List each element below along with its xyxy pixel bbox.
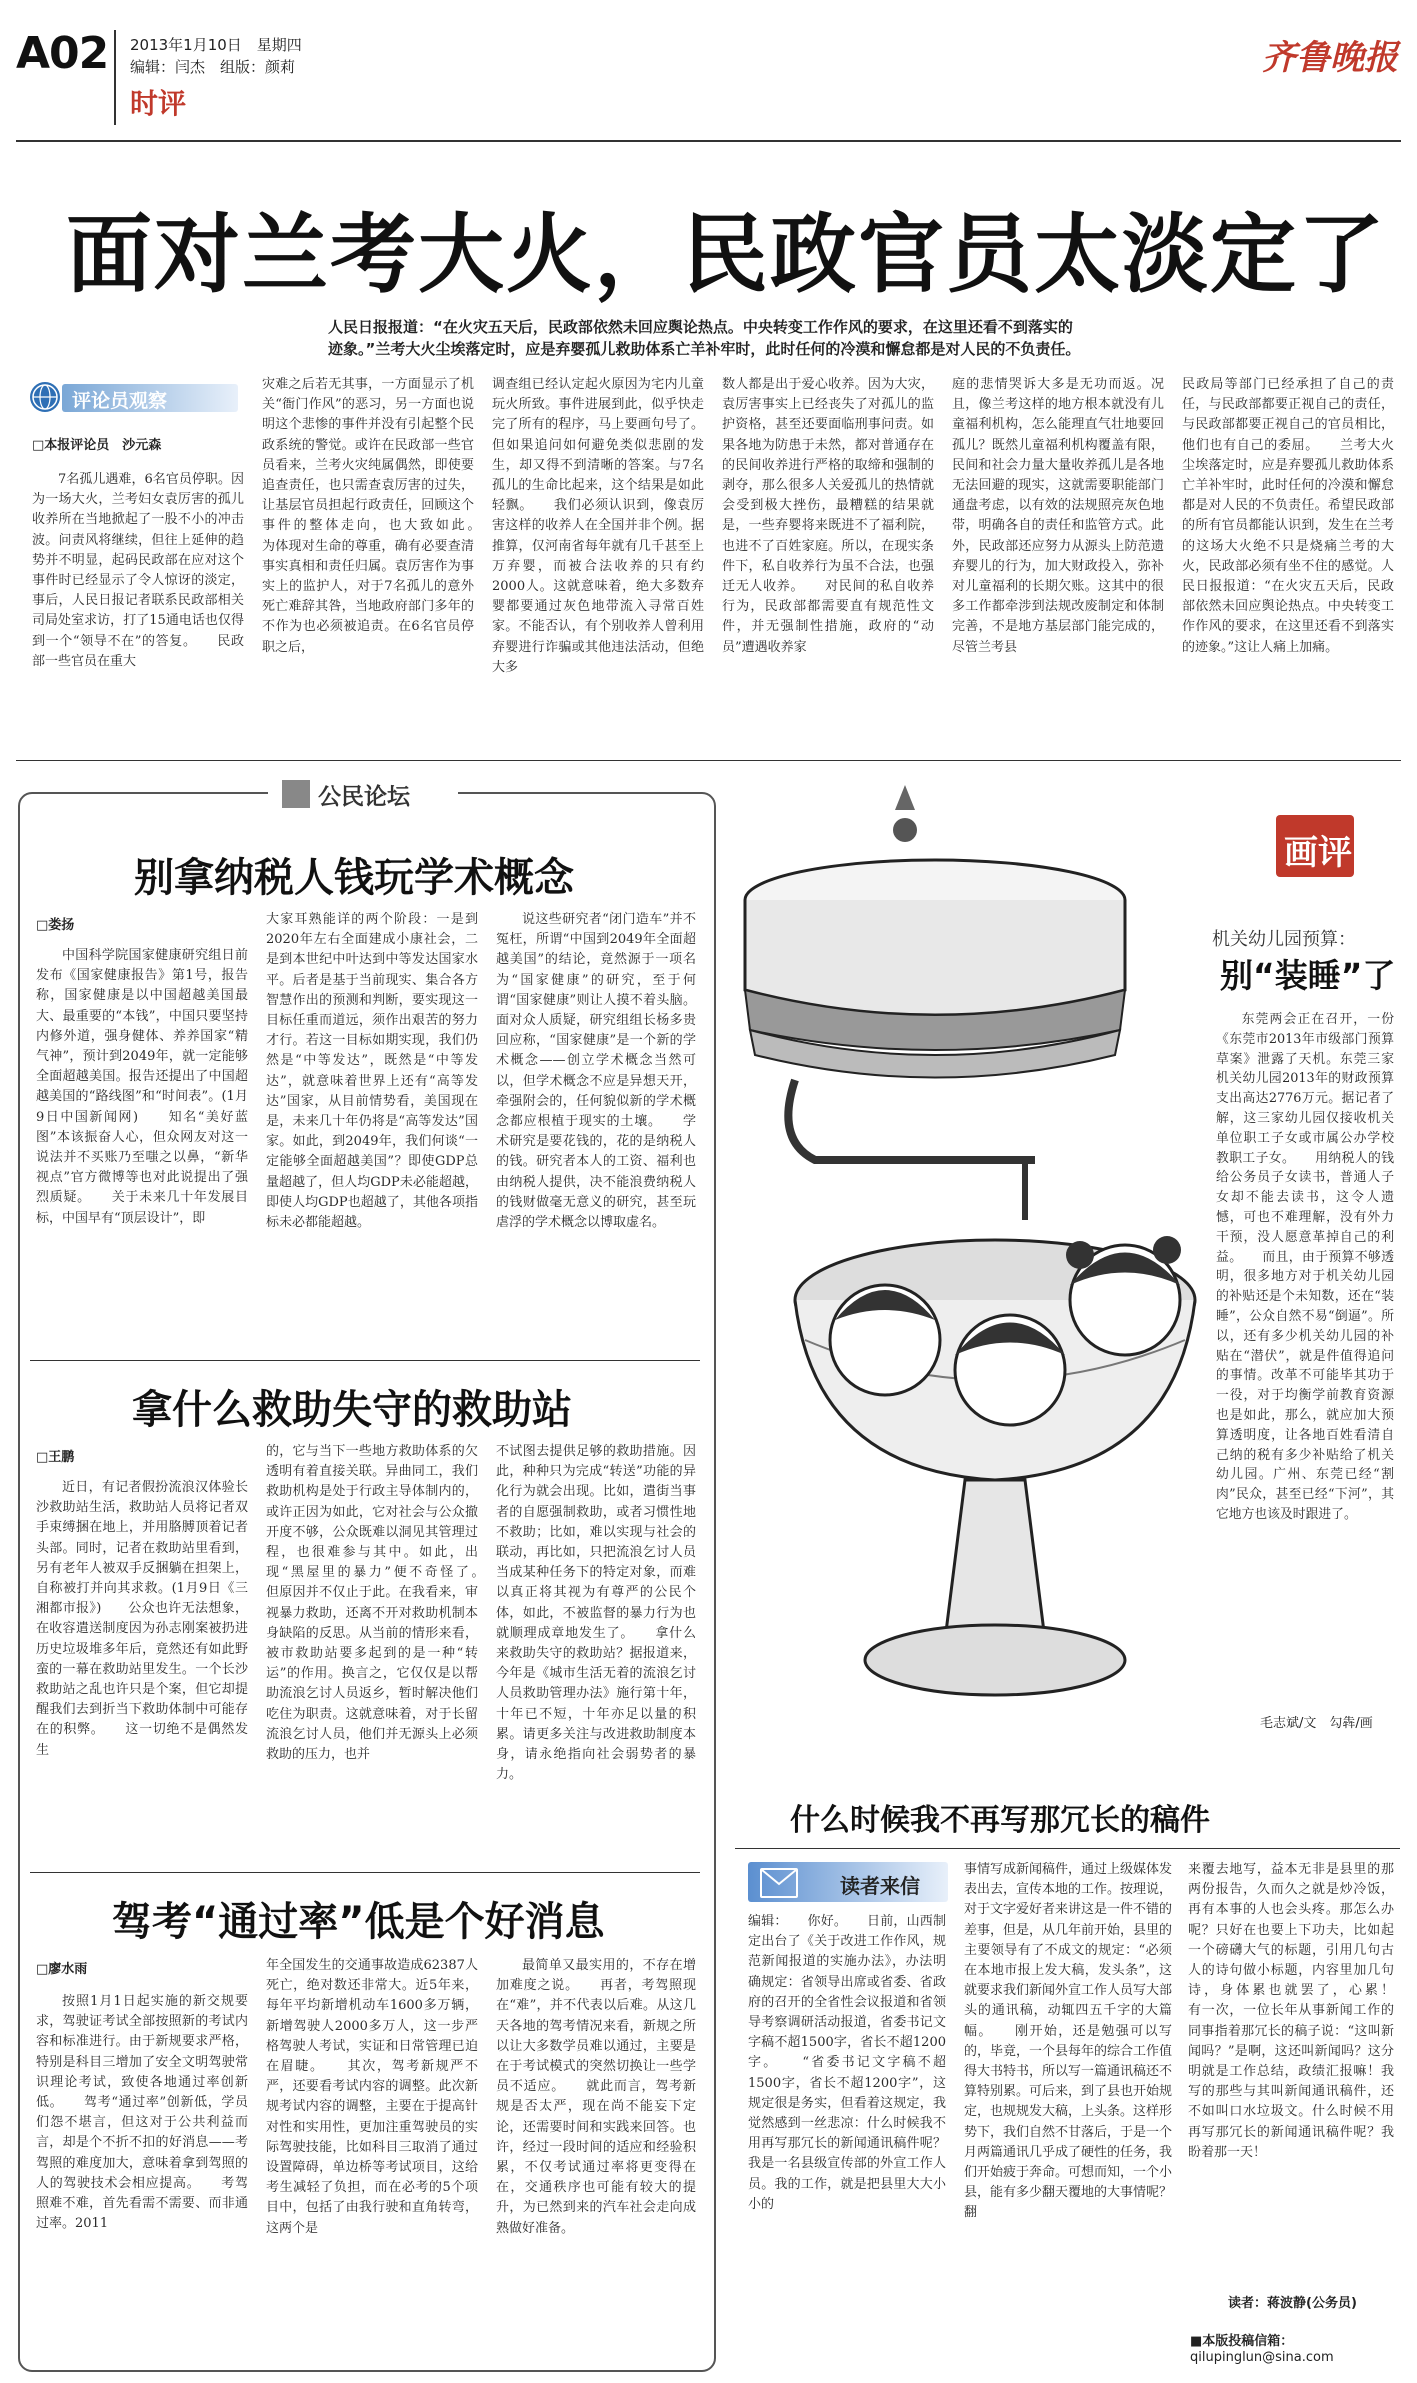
forum-a1-title: 别拿纳税人钱玩学术概念 (134, 855, 574, 901)
section-name: 时评 (130, 87, 187, 120)
forum-a2-title: 拿什么救助失守的救助站 (132, 1387, 572, 1433)
main-col-4: 数人都是出于爱心收养。因为大灾，袁厉害事实上已经丧失了对孤儿的监护资格，甚至还要面临刑事问责。如果各地为防患于未然，都对普通存在的民间收养进行严格的取缔和强制的剥夺，那么很多人关爱孤儿的热情就会受到极大挫伤，最糟糕的结果就是，一些弃婴将来既进不了福利院，也进不了百姓家庭。所以，在现实条件下，私自收养行为虽不合法，也强迁无人收养。 对民间的私自收养行为，民政部都需要直有规范性文件，并无强制性措施，政府的“动员”遭遇收养家 (722, 377, 934, 655)
forum-a3-title: 驾考“通过率”低是个好消息 (112, 1899, 605, 1945)
main-col-2: 灾难之后若无其事，一方面显示了机关“衙门作风”的恶习，另一方面也说明这个悲惨的事件并没有引起整个民政系统的警觉。或许在民政部一些官员看来，兰考火灾纯属偶然，即使要追查责任，也只需查袁厉害的过失，让基层官员担起行政责任，回顾这个事件的整体走向，也大致如此。 为体现对生命的尊重，确有必要查清事实真相和责任归属。袁厉害作为事实上的监护人，对于7名孤儿的意外死亡难辞其咎，当地政府部门多年的不作为也必须被追责。在6名官员停职之后， (262, 377, 474, 655)
globe-icon (30, 382, 60, 412)
forum-a2-col-3: 不试图去提供足够的救助措施。因此，种种只为完成“转送”功能的异化行为就会出现。比如，遣街当事者的自愿强制救助，或者习惯性地不救助；比如，难以实现与社会的联动，再比如，只把流浪乞讨人员当成某种任务下的特定对象，而难以真正将其视为有尊严的公民个体，如此，不被监督的暴力行为也就顺理成章地发生了。 拿什么来救助失守的救助站？据报道来，今年是《城市生活无着的流浪乞讨人员救助管理办法》施行第十年，十年已不短，十年亦足以量的积累。请更多关注与改进救助制度本身，请永绝指向社会弱势者的暴力。 (496, 1444, 696, 1783)
page-number: A02 (16, 28, 109, 79)
cartoon-illustration (735, 780, 1235, 1740)
letter-label: 读者来信 (840, 1874, 920, 1898)
brand-logo: 齐鲁晚报 (1262, 38, 1398, 78)
main-col-1: 7名孤儿遇难，6名官员停职。因为一场大火，兰考妇女袁厉害的孤儿收养所在当地掀起了一股不小的冲击波。问责风将继续，但往上延伸的趋势并不明显，起码民政部在应对这个事件时已经显示了令人惊讶的淡定，事后，人民日报记者联系民政部相关司局处室求访，打了15通电话也仅得到一个“领导不在”的答复。 民政部一些官员在重大 (32, 472, 244, 669)
forum-a1-col-1: 中国科学院国家健康研究组日前发布《国家健康报告》第1号，报告称，国家健康是以中国超越美国最大、最重要的“本钱”，中国只要坚持内修外道，强身健体、养养国家“精气神”，预计到2049年，就一定能够全面超越美国。报告还提出了中国超越美国的“路线图”和“时间表”。(1月9日中国新闻网) 知名“美好蓝图”本该振奋人心，但众网友对这一说法并不买账乃至嗤之以鼻，“新华视点”官方微博等也对此说提出了强烈质疑。 关于未来几十年发展目标，中国早有“顶层设计”，即 (36, 948, 248, 1226)
forum-a3-col-3: 最简单又最实用的，不存在增加难度之说。 再者，考驾照现在“难”，并不代表以后难。从这几天各地的驾考情况来看，新规之所以让大多数学员难以通过，主要是在于考试模式的突然切换让一些学员不适应。 就此而言，驾考新规是否太严，现在尚不能妄下定论，还需要时间和实践来回答。也许，经过一段时间的适应和经验积累，不仅考试通过率将更变得在在，交通秩序也可能有较大的提升，为已然到来的汽车社会走向成熟做好准备。 (496, 1958, 696, 2236)
forum-a2-col-1: 近日，有记者假扮流浪汉体验长沙救助站生活，救助站人员将记者双手束缚捆在地上，并用胳膊顶着记者头部。同时，记者在救助站里看到，另有老年人被双手反捆躺在担架上，自称被打并向其求救。(1月9日《三湘都市报》) 公众也许无法想象，在收容遣送制度因为孙志刚案被扔进历史垃圾堆多年后，竟然还有如此野蛮的一幕在救助站里发生。一个长沙救助站之乱也许只是个案，但它却提醒我们去到折当下救助体制中可能存在的积弊。 这一切绝不是偶然发生 (36, 1480, 248, 1758)
letter-title: 什么时候我不再写那冗长的稿件 (790, 1803, 1210, 1838)
letter-signature: 读者：蒋波静(公务员) (1228, 2296, 1357, 2311)
cartoon-kicker: 机关幼儿园预算： (1212, 929, 1356, 950)
mailbox-email: qilupinglun@sina.com (1190, 2350, 1334, 2365)
forum-rule-1 (30, 1360, 700, 1361)
cartoon-credit: 毛志斌/文 勾犇/画 (1260, 1716, 1373, 1731)
header-date: 2013年1月10日 星期四 (130, 36, 302, 54)
envelope-icon (760, 1868, 798, 1898)
forum-label: 公民论坛 (318, 784, 410, 810)
forum-a1-col-2: 大家耳熟能详的两个阶段：一是到2020年左右全面建成小康社会，二是到本世纪中叶达到中等发达国家水平。后者是基于当前现实、集合各方智慧作出的预测和判断，要实现这一目标任重而道远，须作出艰苦的努力才行。若这一目标如期实现，我们仍然是“中等发达”，既然是“中等发达”，就意味着世界上还有“高等发达”国家，从目前情势看，美国现在是，未来几十年仍将是“高等发达”国家。如此，到2049年，我们何谈“一定能够全面超越美国”？即使GDP总量超越了，但人均GDP未必能超越，即使人均GDP也超越了，其他各项指标未必都能超越。 (266, 912, 478, 1231)
cartoon-tag: 画评 (1284, 833, 1352, 873)
letter-rule (735, 1848, 1400, 1849)
main-col-6: 民政局等部门已经承担了自己的责任，与民政部都要正视自己的责任，与民政部都要正视自己的官员相比，他们也有自己的委屈。 兰考大火尘埃落定时，应是弃婴孤儿救助体系亡羊补牢时，此时任何的冷漠和懈怠都是对人民的不负责任。希望民政部的所有官员都能认识到，发生在兰考的这场大火绝不只是烧痛兰考的大火，民政部必须有坐不住的感觉。人民日报报道：“在火灾五天后，民政部依然未回应舆论热点。中央转变工作作风的要求，在这里还看不到落实的迹象。”这让人痛上加痛。 (1182, 377, 1394, 655)
forum-icon (282, 780, 310, 808)
column-tag: 评论员观察 (72, 390, 168, 412)
forum-a3-byline: □廖水雨 (36, 1962, 88, 1977)
forum-a2-byline: □王鹏 (36, 1450, 75, 1465)
cartoon-text: 东莞两会正在召开，一份《东莞市2013年市级部门预算草案》泄露了天机。东莞三家机关幼儿园2013年的财政预算支出高达2776万元。据记者了解，这三家幼儿园仅接收机关单位职工子女或市属公办学校教职工子女。 用纳税人的钱给公务员子女读书，普通人子女却不能去读书，这令人遗憾，可也不难理解，没有外力干预，没人愿意革掉自己的利益。 而且，由于预算不够透明，很多地方对于机关幼儿园的补贴还是个未知数，还在“装睡”，公众自然不易“倒逼”。所以，还有多少机关幼儿园的补贴在“潜伏”，就是件值得追问的事情。改革不可能毕其功于一役，对于均衡学前教育资源也是如此，那么，就应加大预算透明度，让各地百姓看清自己纳的税有多少补贴给了机关幼儿园。广州、东莞已经“割肉”民众，甚至已经“下河”，其它地方也该及时跟进了。 (1216, 1012, 1394, 1522)
letter-col-1: 编辑： 你好。 日前，山西制定出台了《关于改进工作作风，规范新闻报道的实施办法》，办法明确规定：省领导出席或省委、省政府的召开的全省性会议报道和省领导考察调研活动报道，省委书记文字稿不超1500字，省长不超1200字。 “省委书记文字稿不超1500字，省长不超1200字”，这规定很是务实，但看着这规定，我觉然感到一丝悲凉：什么时候我不用再写那冗长的新闻通讯稿件呢？ 我是一名县级宣传部的外宣工作人员。我的工作，就是把县里大大小小的 (748, 1914, 946, 2212)
main-col-5: 庭的悲情哭诉大多是无功而返。况且，像兰考这样的地方根本就没有儿童福利机构，怎么能理直气壮地要回孤儿？既然儿童福利机构覆盖有限，民间和社会力量大量收养孤儿是各地无法回避的现实，这就需要职能部门通盘考虑，以有效的法规照亮灰色地带，明确各自的责任和监管方式。此外，民政部还应努力从源头上防范遗弃婴儿的行为，加大财政投入，弥补对儿童福利的长期欠账。这其中的很多工作都牵涉到法规改废制定和体制完善，不是地方基层部门能完成的，尽管兰考县 (952, 377, 1164, 655)
header-editors: 编辑：闫杰 组版：颜莉 (130, 58, 296, 76)
main-lead-2: 迹象。”兰考大火尘埃落定时，应是弃婴孤儿救助体系亡羊补牢时，此时任何的冷漠和懈怠都是对人民的不负责任。 (328, 340, 1081, 358)
forum-a3-col-2: 年全国发生的交通事故造成62387人死亡，绝对数还非常大。近5年来，每年平均新增机动车1600多万辆，新增驾驶人2000多万人，这一步严格驾驶人考试，实证和日常管理已迫在眉睫。 其次，驾考新规严不严，还要看考试内容的调整。此次新规考试内容的调整，主要在于提高针对性和实用性，更加注重驾驶员的实际驾驶技能，比如科目三取消了通过设置障碍，单边桥等考试项目，这给考生减轻了负担，而在必考的5个项目中，包括了由我行驶和直角转弯，这两个是 (266, 1958, 478, 2236)
forum-a3-col-1: 按照1月1日起实施的新交规要求，驾驶证考试全部按照新的考试内容和标准进行。由于新规要求严格，特别是科目三增加了安全文明驾驶常识理论考试，致使各地通过率创新低。 驾考“通过率”创新低，学员们怨不堪言，但这对于公共利益而言，却是个不折不扣的好消息——考驾照的难度加大，意味着拿到驾照的人的驾驶技术会相应提高。 考驾照难不难，首先看需不需要、而非通过率。2011 (36, 1994, 248, 2232)
letter-col-2: 事情写成新闻稿件，通过上级媒体发表出去，宣传本地的工作。按理说，对于文字爱好者来讲这是一件不错的差事，但是，从几年前开始，县里的主要领导有了不成文的规定：“必须在本地市报上发大稿，发头条”，这就要求我们新闻外宣工作人员写大部头的通讯稿，动辄四五千字的大篇幅。 刚开始，还是勉强可以写的，毕竟，一个县每年的综合工作值得大书特书，所以写一篇通讯稿还不算特别累。可后来，到了县也开始规定，也规规发大稿，上头条。这样形势下，我们自然不甘落后，于是一个月两篇通讯几乎成了硬性的任务，我们开始疲于奔命。可想而知，一个小县，能有多少翻天覆地的大事情呢？翻 (964, 1862, 1172, 2221)
main-col-3: 调查组已经认定起火原因为宅内儿童玩火所致。事件进展到此，似乎快走完了所有的程序，马上要画句号了。但如果追问如何避免类似悲剧的发生，却又得不到清晰的答案。与7名孤儿的生命比起来，这个结果是如此轻飘。 我们必须认识到，像袁厉害这样的收养人在全国并非个例。据推算，仅河南省每年就有几千甚至上万弃婴，而被合法收养的只有约2000人。这就意味着，绝大多数弃婴都要通过灰色地带流入寻常百姓家。不能否认，有个别收养人曾利用弃婴进行诈骗或其他违法活动，但绝大多 (492, 377, 704, 675)
main-headline: 面对兰考大火，民政官员太淡定了 (66, 205, 1386, 305)
header-divider (114, 30, 116, 125)
main-byline: □本报评论员 沙元森 (32, 438, 162, 453)
forum-a1-col-3: 说这些研究者“闭门造车”并不冤枉，所谓“中国到2049年全面超越美国”的结论，竟然源于一项名为“国家健康”的研究，至于何谓“国家健康”则让人摸不着头脑。面对众人质疑，研究组组长杨多贵回应称，“国家健康”是一个新的学术概念——创立学术概念当然可以，但学术概念不应是异想天开，牵强附会的，任何貌似新的学术概念都应根植于现实的土壤。 学术研究是要花钱的，花的是纳税人的钱。研究者本人的工资、福利也由纳税人提供，决不能浪费纳税人的钱财做毫无意义的研究，甚至玩虐浮的学术概念以博取虚名。 (496, 912, 696, 1231)
mailbox-label: ■本版投稿信箱： (1190, 2334, 1294, 2349)
cartoon-title: 别“装睡”了 (1220, 956, 1396, 995)
main-bottom-rule (16, 760, 1401, 761)
forum-rule-2 (30, 1872, 700, 1873)
forum-a1-byline: □娄扬 (36, 918, 75, 933)
header-rule (16, 140, 1401, 142)
forum-a2-col-2: 的，它与当下一些地方救助体系的欠透明有着直接关联。异曲同工，我们救助机构是处于行政主导体制内的，或许正因为如此，它对社会与公众撤开度不够，公众既难以洞见其管理过程，也很难参与其中。如此，出现“黑屋里的暴力”便不奇怪了。 但原因并不仅止于此。在我看来，审视暴力救助，还离不开对救助机制本身缺陷的反思。从当前的情形来看，被市救助站要多起到的是一种“转运”的作用。换言之，它仅仅是以帮助流浪乞讨人员返乡，暂时解决他们吃住为职责。这就意味着，对于长留流浪乞讨人员，他们并无源头上必须救助的压力，也并 (266, 1444, 478, 1763)
letter-col-3: 来覆去地写，益本无非是县里的那两份报告，久而久之就是炒冷饭，再有本事的人也会头疼。那怎么办呢？只好在也要上下功夫，比如起一个磅礴大气的标题，引用几句古人的诗句做小标题，内容里加几句诗，身体累也就罢了，心累！ 有一次，一位长年从事新闻工作的同事指着那冗长的稿子说：“这叫新闻吗？”是啊，这还叫新闻吗？这分明就是工作总结，政绩汇报嘛！我写的那些与其叫新闻通讯稿件，还不如叫口水垃圾文。什么时候不用再写那冗长的新闻通讯稿件呢？我盼着那一天！ (1188, 1862, 1394, 2160)
main-lead-1: 人民日报报道：“在火灾五天后，民政部依然未回应舆论热点。中央转变工作作风的要求，在这里还看不到落实的 (328, 318, 1073, 336)
